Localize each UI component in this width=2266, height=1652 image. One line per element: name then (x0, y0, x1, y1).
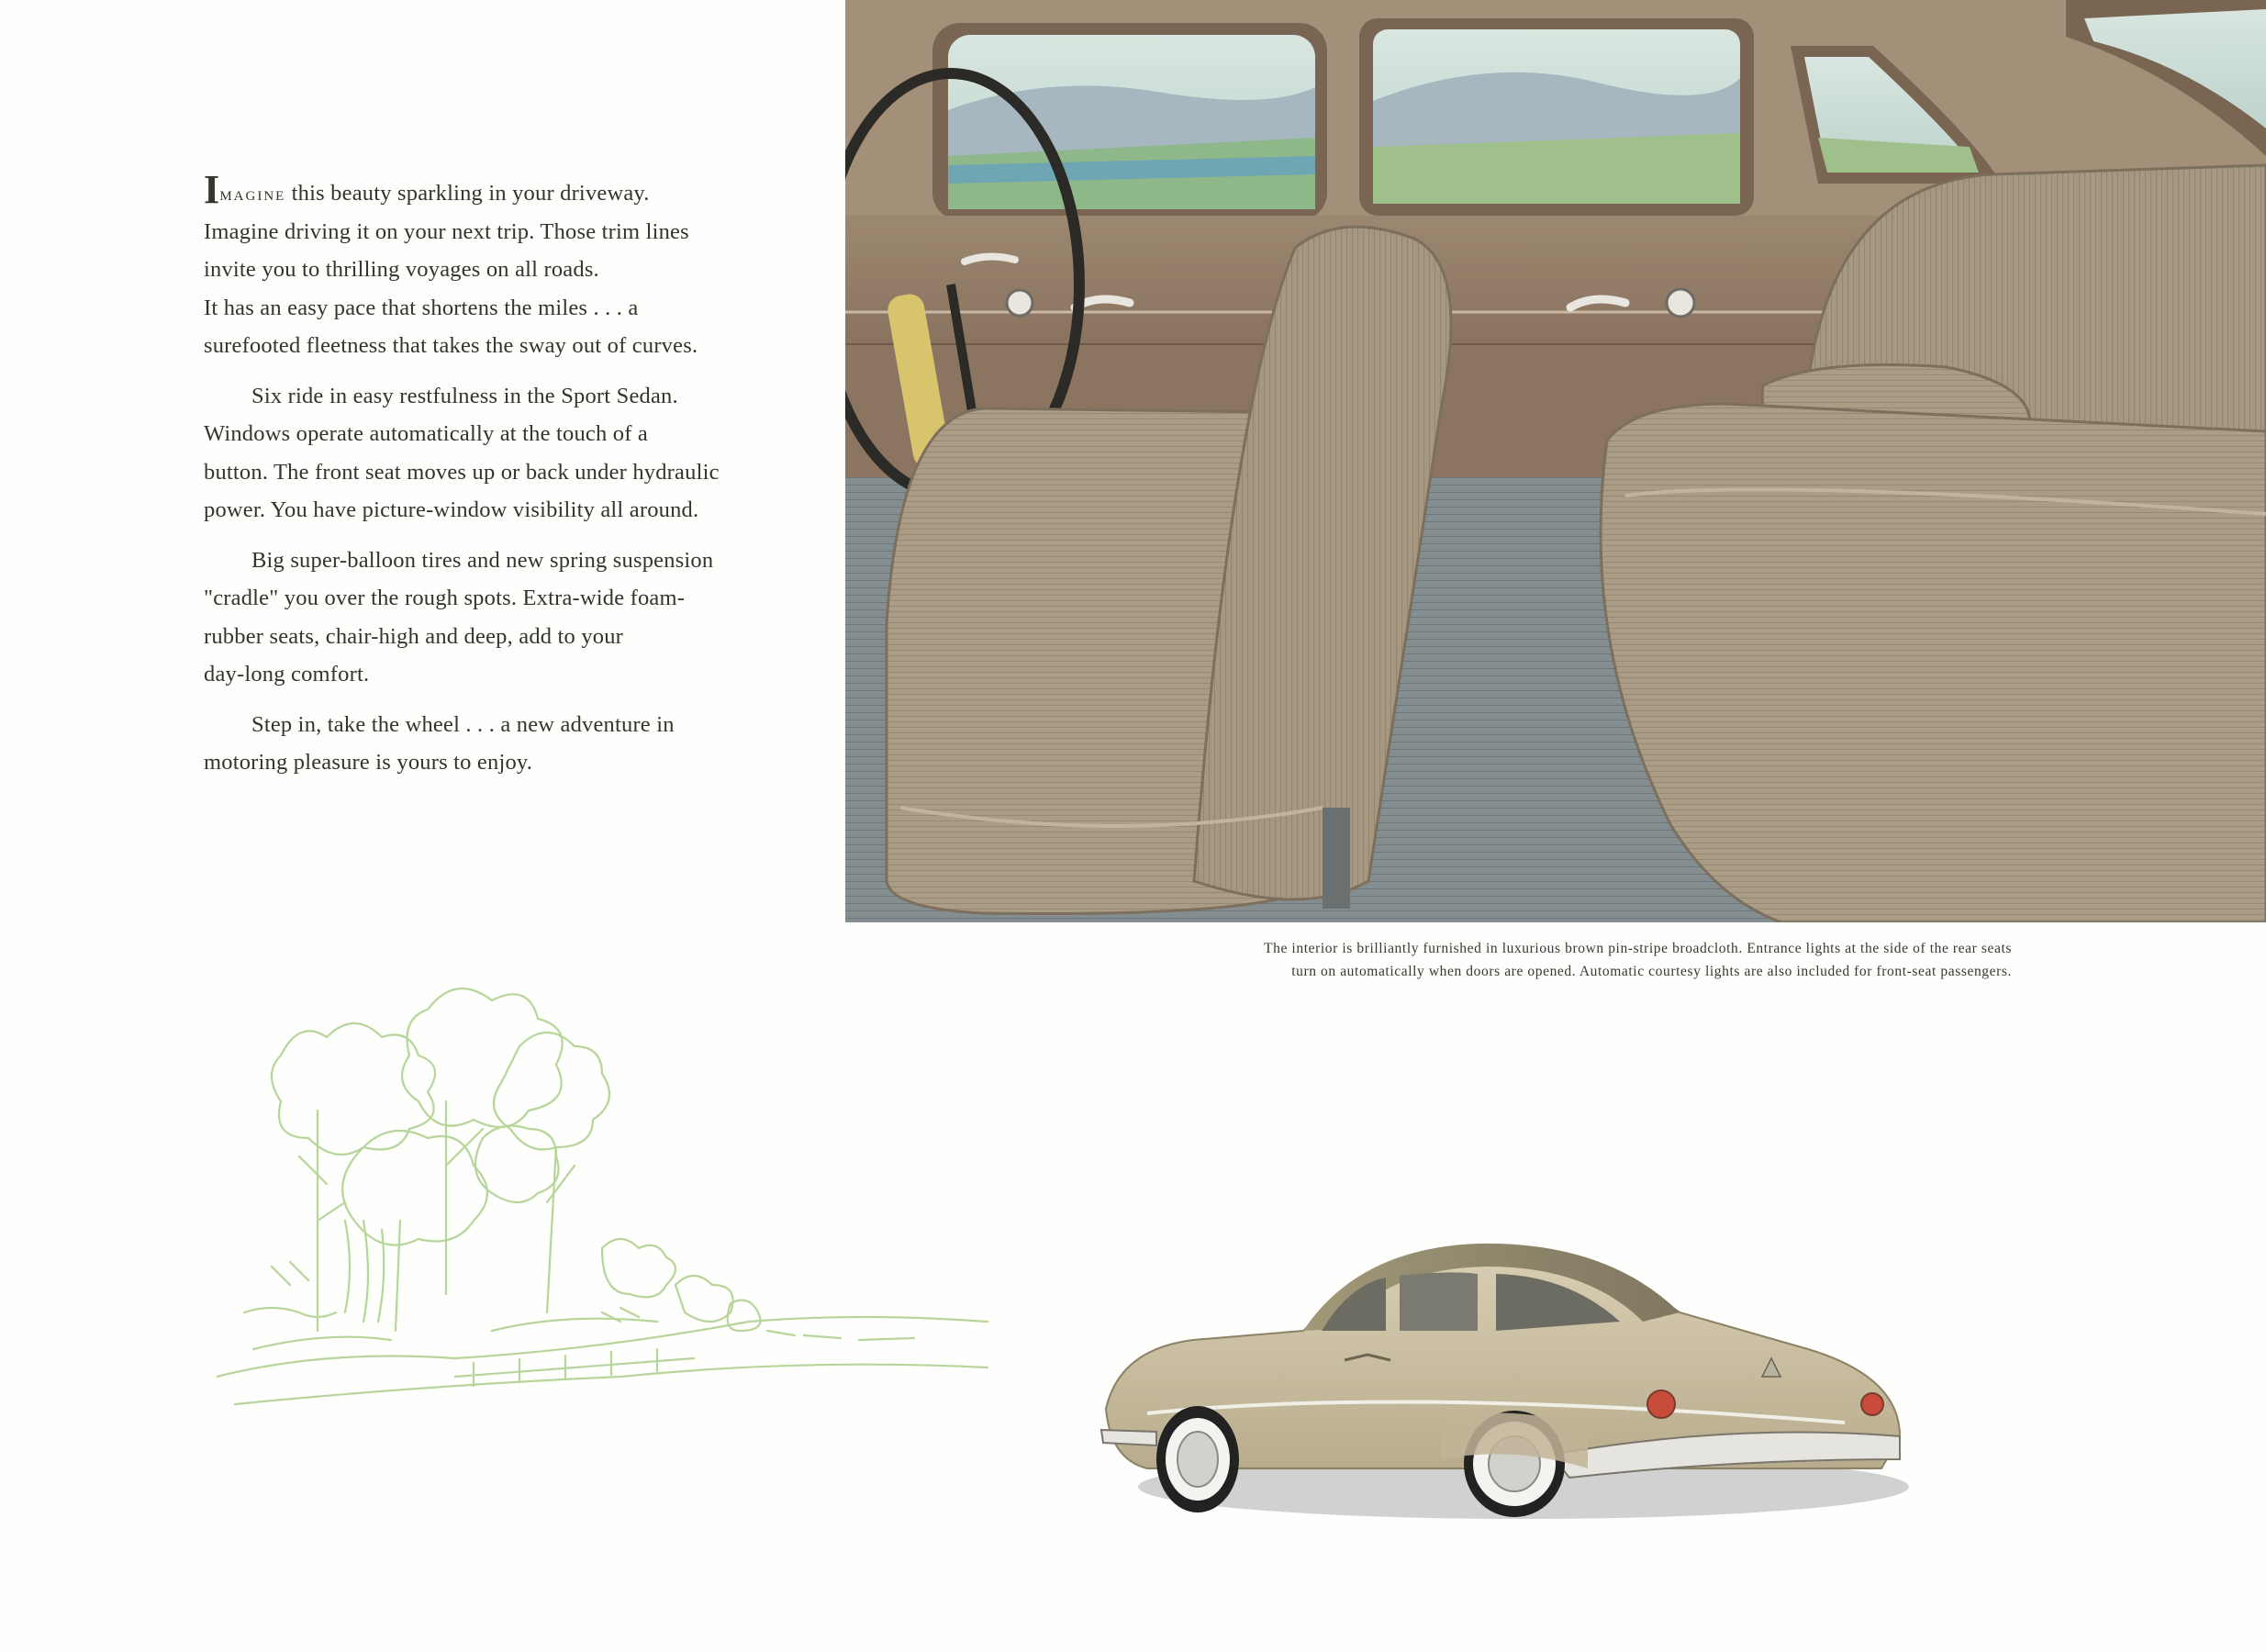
window-front (932, 23, 1327, 220)
paragraph-3-line-3: rubber seats, chair-high and deep, add to your (204, 623, 624, 649)
paragraph-2-line-1: Six ride in easy restfulness in the Sport Sedan. (251, 383, 678, 408)
interior-drawing (845, 0, 2266, 922)
landscape-sketch (217, 945, 1116, 1432)
paragraph-2-line-2: Windows operate automatically at the touch of a (204, 421, 648, 446)
window-rear (1359, 18, 1754, 216)
paragraph-4-line-2: motoring pleasure is yours to enjoy. (204, 750, 533, 775)
paragraph-3-line-2: "cradle" you over the rough spots. Extra-wide foam- (204, 586, 686, 610)
paragraph-1-line-1 (204, 167, 791, 213)
paragraph-2-line-4: power. You have picture-window visibility all around. (204, 497, 699, 522)
paragraph-3 (204, 541, 791, 694)
small-caps-word: magine (219, 182, 286, 205)
paragraph-3-line-4: day-long comfort. (204, 662, 370, 686)
car-illustration (1092, 1193, 1918, 1524)
car-drawing (1092, 1193, 1918, 1524)
paragraph-1-line-2: Imagine driving it on your next trip. Those trim lines (204, 218, 689, 244)
paragraph-1-line-3: invite you to thrilling voyages on all roads. (204, 257, 599, 282)
caption-line-2: turn on automatically when doors are opened. Automatic courtesy lights are also included for front-seat passengers. (1291, 964, 2012, 979)
body-copy (204, 167, 791, 794)
caption-line-1: The interior is brilliantly furnished in luxurious brown pin-stripe broadcloth. Entrance lights at the side of the rear seats (1264, 941, 2012, 956)
paragraph-1-line-4: It has an easy pace that shortens the miles . . . a (204, 295, 639, 320)
paragraph-2-line-3: button. The front seat moves up or back under hydraulic (204, 459, 720, 485)
paragraph-1 (204, 167, 791, 365)
landscape-drawing (217, 945, 1116, 1432)
interior-illustration (845, 0, 2266, 922)
paragraph-4-line-1: Step in, take the wheel . . . a new adventure in (251, 711, 675, 737)
paragraph-1-line-1-text: this beauty sparkling in your driveway. (285, 181, 650, 206)
interior-caption (1094, 937, 2012, 983)
paragraph-3-line-1: Big super-balloon tires and new spring suspension (251, 547, 714, 573)
paragraph-1-line-5: surefooted fleetness that takes the sway out of curves. (204, 333, 698, 358)
paragraph-2 (204, 377, 791, 530)
paragraph-4 (204, 706, 791, 782)
drop-cap: I (204, 167, 220, 212)
front-wheel (1156, 1406, 1239, 1512)
